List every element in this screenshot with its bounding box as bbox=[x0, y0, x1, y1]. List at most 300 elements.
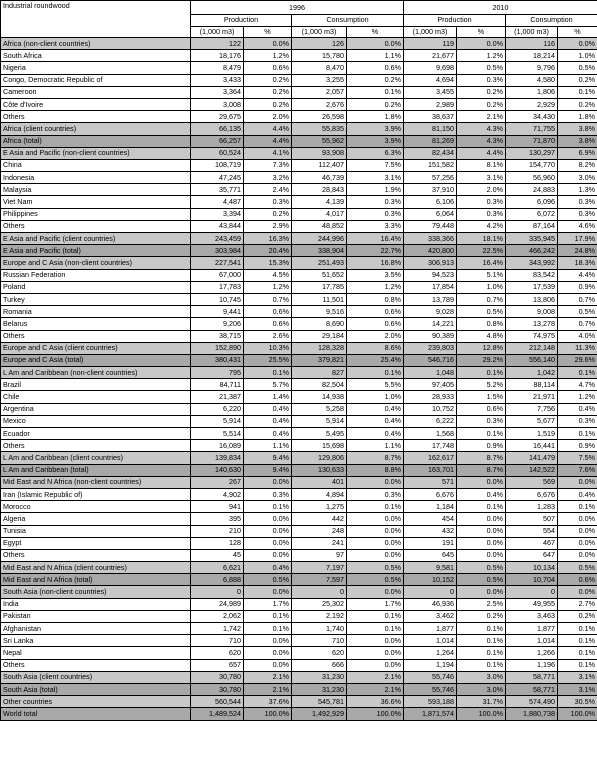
volume-cell: 35,771 bbox=[191, 184, 244, 196]
volume-cell: 128 bbox=[191, 537, 244, 549]
volume-cell: 24,989 bbox=[191, 598, 244, 610]
share-cell: 0.1% bbox=[244, 367, 292, 379]
volume-cell: 66,135 bbox=[191, 123, 244, 135]
share-cell: 1.3% bbox=[558, 184, 597, 196]
share-cell: 0.1% bbox=[347, 367, 404, 379]
share-cell: 0.1% bbox=[347, 501, 404, 513]
unit-header: % bbox=[457, 26, 506, 38]
share-cell: 1.2% bbox=[457, 50, 506, 62]
share-cell: 1.7% bbox=[244, 598, 292, 610]
share-cell: 3.0% bbox=[457, 671, 506, 683]
volume-cell: 3,433 bbox=[191, 74, 244, 86]
share-cell: 0.3% bbox=[457, 74, 506, 86]
share-cell: 0.6% bbox=[347, 62, 404, 74]
table-row bbox=[1, 172, 597, 184]
volume-cell: 338,904 bbox=[292, 245, 347, 257]
share-cell: 1.0% bbox=[347, 391, 404, 403]
share-cell: 18.1% bbox=[457, 233, 506, 245]
share-cell: 6.3% bbox=[347, 147, 404, 159]
volume-cell: 6,072 bbox=[506, 208, 558, 220]
volume-cell: 2,989 bbox=[404, 98, 457, 110]
unit-header: (1,000 m3) bbox=[292, 26, 347, 38]
row-label: Other countries bbox=[1, 696, 191, 708]
volume-cell: 1,492,929 bbox=[292, 708, 347, 720]
share-cell: 5.2% bbox=[457, 379, 506, 391]
share-cell: 0.0% bbox=[347, 659, 404, 671]
volume-cell: 657 bbox=[191, 659, 244, 671]
volume-cell: 335,945 bbox=[506, 233, 558, 245]
volume-cell: 3,462 bbox=[404, 610, 457, 622]
volume-cell: 21,971 bbox=[506, 391, 558, 403]
volume-cell: 46,739 bbox=[292, 172, 347, 184]
share-cell: 0.1% bbox=[457, 635, 506, 647]
unit-header: % bbox=[244, 26, 292, 38]
share-cell: 4.2% bbox=[457, 220, 506, 232]
share-cell: 0.9% bbox=[457, 440, 506, 452]
share-cell: 0.4% bbox=[347, 428, 404, 440]
row-label: Africa (client countries) bbox=[1, 123, 191, 135]
share-cell: 8.1% bbox=[457, 159, 506, 171]
share-cell: 0.6% bbox=[347, 318, 404, 330]
volume-cell: 81,269 bbox=[404, 135, 457, 147]
volume-cell: 57,256 bbox=[404, 172, 457, 184]
share-cell: 0.0% bbox=[558, 38, 597, 50]
volume-cell: 5,677 bbox=[506, 415, 558, 427]
table-row bbox=[1, 293, 597, 305]
share-cell: 3.1% bbox=[558, 671, 597, 683]
volume-cell: 241 bbox=[292, 537, 347, 549]
unit-header: % bbox=[558, 26, 597, 38]
volume-cell: 8,690 bbox=[292, 318, 347, 330]
table-row bbox=[1, 391, 597, 403]
volume-cell: 1,740 bbox=[292, 623, 347, 635]
volume-cell: 55,746 bbox=[404, 671, 457, 683]
volume-cell: 16,441 bbox=[506, 440, 558, 452]
volume-cell: 9,206 bbox=[191, 318, 244, 330]
volume-cell: 574,490 bbox=[506, 696, 558, 708]
share-cell: 3.0% bbox=[558, 172, 597, 184]
volume-cell: 13,806 bbox=[506, 293, 558, 305]
volume-cell: 8,470 bbox=[292, 62, 347, 74]
share-cell: 0.0% bbox=[347, 476, 404, 488]
volume-cell: 83,542 bbox=[506, 269, 558, 281]
row-label: Argentina bbox=[1, 403, 191, 415]
volume-cell: 1,048 bbox=[404, 367, 457, 379]
share-cell: 4.7% bbox=[558, 379, 597, 391]
share-cell: 0.5% bbox=[457, 562, 506, 574]
volume-cell: 48,852 bbox=[292, 220, 347, 232]
share-cell: 100.0% bbox=[347, 708, 404, 720]
share-cell: 1.2% bbox=[347, 281, 404, 293]
share-cell: 1.1% bbox=[347, 440, 404, 452]
share-cell: 3.0% bbox=[457, 683, 506, 695]
share-cell: 0.0% bbox=[244, 537, 292, 549]
share-cell: 0.2% bbox=[457, 610, 506, 622]
volume-cell: 442 bbox=[292, 513, 347, 525]
volume-cell: 306,913 bbox=[404, 257, 457, 269]
share-cell: 2.1% bbox=[244, 671, 292, 683]
share-cell: 1.1% bbox=[244, 440, 292, 452]
share-cell: 0.4% bbox=[347, 403, 404, 415]
volume-cell: 67,000 bbox=[191, 269, 244, 281]
table-row bbox=[1, 367, 597, 379]
volume-cell: 6,621 bbox=[191, 562, 244, 574]
row-label: Others bbox=[1, 440, 191, 452]
share-cell: 30.5% bbox=[558, 696, 597, 708]
volume-cell: 251,493 bbox=[292, 257, 347, 269]
share-cell: 0.0% bbox=[244, 476, 292, 488]
volume-cell: 11,501 bbox=[292, 293, 347, 305]
volume-cell: 139,834 bbox=[191, 452, 244, 464]
share-cell: 3.8% bbox=[558, 123, 597, 135]
volume-cell: 58,771 bbox=[506, 683, 558, 695]
table-row bbox=[1, 525, 597, 537]
share-cell: 0.0% bbox=[347, 537, 404, 549]
volume-cell: 710 bbox=[191, 635, 244, 647]
volume-cell: 6,222 bbox=[404, 415, 457, 427]
share-cell: 0.0% bbox=[244, 659, 292, 671]
share-cell: 0.0% bbox=[558, 525, 597, 537]
share-cell: 31.7% bbox=[457, 696, 506, 708]
share-cell: 0.0% bbox=[347, 586, 404, 598]
share-cell: 0.9% bbox=[558, 440, 597, 452]
row-label: Chile bbox=[1, 391, 191, 403]
share-cell: 4.4% bbox=[457, 147, 506, 159]
share-cell: 1.0% bbox=[457, 281, 506, 293]
table-row bbox=[1, 342, 597, 354]
share-cell: 0.7% bbox=[558, 318, 597, 330]
volume-cell: 18,214 bbox=[506, 50, 558, 62]
volume-cell: 0 bbox=[404, 586, 457, 598]
table-row bbox=[1, 562, 597, 574]
volume-cell: 55,835 bbox=[292, 123, 347, 135]
share-cell: 0.1% bbox=[558, 623, 597, 635]
volume-cell: 4,894 bbox=[292, 488, 347, 500]
volume-cell: 7,197 bbox=[292, 562, 347, 574]
share-cell: 0.3% bbox=[457, 208, 506, 220]
table-row bbox=[1, 38, 597, 50]
volume-cell: 380,431 bbox=[191, 354, 244, 366]
row-label: Mid East and N Africa (total) bbox=[1, 574, 191, 586]
share-cell: 0.2% bbox=[347, 98, 404, 110]
table-row bbox=[1, 708, 597, 720]
share-cell: 0.6% bbox=[457, 403, 506, 415]
volume-cell: 244,996 bbox=[292, 233, 347, 245]
volume-cell: 466,242 bbox=[506, 245, 558, 257]
volume-cell: 560,544 bbox=[191, 696, 244, 708]
volume-cell: 9,008 bbox=[506, 306, 558, 318]
volume-cell: 116 bbox=[506, 38, 558, 50]
share-cell: 16.3% bbox=[244, 233, 292, 245]
share-cell: 4.4% bbox=[244, 123, 292, 135]
volume-cell: 6,220 bbox=[191, 403, 244, 415]
volume-cell: 1,806 bbox=[506, 86, 558, 98]
share-cell: 2.1% bbox=[244, 683, 292, 695]
volume-cell: 2,192 bbox=[292, 610, 347, 622]
volume-cell: 51,652 bbox=[292, 269, 347, 281]
volume-cell: 46,936 bbox=[404, 598, 457, 610]
volume-cell: 21,677 bbox=[404, 50, 457, 62]
volume-cell: 17,783 bbox=[191, 281, 244, 293]
share-cell: 0.7% bbox=[457, 293, 506, 305]
volume-cell: 66,257 bbox=[191, 135, 244, 147]
row-label: South Asia (client countries) bbox=[1, 671, 191, 683]
table-row bbox=[1, 488, 597, 500]
share-cell: 0.0% bbox=[347, 38, 404, 50]
volume-cell: 303,984 bbox=[191, 245, 244, 257]
unit-header: (1,000 m3) bbox=[404, 26, 457, 38]
share-cell: 0.1% bbox=[457, 659, 506, 671]
share-cell: 15.3% bbox=[244, 257, 292, 269]
share-cell: 0.0% bbox=[457, 549, 506, 561]
row-label: Romania bbox=[1, 306, 191, 318]
share-cell: 22.7% bbox=[347, 245, 404, 257]
volume-cell: 647 bbox=[506, 549, 558, 561]
volume-cell: 79,448 bbox=[404, 220, 457, 232]
volume-cell: 3,463 bbox=[506, 610, 558, 622]
row-label: Pakistan bbox=[1, 610, 191, 622]
volume-cell: 9,441 bbox=[191, 306, 244, 318]
share-cell: 0.1% bbox=[457, 623, 506, 635]
volume-cell: 556,140 bbox=[506, 354, 558, 366]
volume-cell: 31,230 bbox=[292, 683, 347, 695]
volume-cell: 1,266 bbox=[506, 647, 558, 659]
volume-cell: 17,854 bbox=[404, 281, 457, 293]
share-cell: 8.7% bbox=[457, 464, 506, 476]
share-cell: 0.4% bbox=[457, 488, 506, 500]
volume-cell: 620 bbox=[191, 647, 244, 659]
row-label: Morocco bbox=[1, 501, 191, 513]
volume-cell: 191 bbox=[404, 537, 457, 549]
volume-cell: 666 bbox=[292, 659, 347, 671]
share-cell: 3.3% bbox=[347, 220, 404, 232]
share-cell: 1.0% bbox=[558, 50, 597, 62]
share-cell: 0.5% bbox=[558, 62, 597, 74]
volume-cell: 8,479 bbox=[191, 62, 244, 74]
volume-cell: 1,877 bbox=[404, 623, 457, 635]
share-cell: 0.3% bbox=[457, 196, 506, 208]
volume-cell: 395 bbox=[191, 513, 244, 525]
volume-cell: 126 bbox=[292, 38, 347, 50]
unit-header: (1,000 m3) bbox=[506, 26, 558, 38]
row-label: Nigeria bbox=[1, 62, 191, 74]
volume-cell: 6,888 bbox=[191, 574, 244, 586]
row-label: E Asia and Pacific (total) bbox=[1, 245, 191, 257]
row-label: World total bbox=[1, 708, 191, 720]
row-label: Others bbox=[1, 549, 191, 561]
table-body bbox=[1, 38, 597, 721]
share-cell: 8.7% bbox=[347, 452, 404, 464]
row-label: Algeria bbox=[1, 513, 191, 525]
share-cell: 0.1% bbox=[558, 635, 597, 647]
share-cell: 0.2% bbox=[558, 98, 597, 110]
share-cell: 8.8% bbox=[347, 464, 404, 476]
volume-cell: 49,955 bbox=[506, 598, 558, 610]
share-cell: 0.0% bbox=[244, 586, 292, 598]
row-label: Sri Lanka bbox=[1, 635, 191, 647]
volume-cell: 28,843 bbox=[292, 184, 347, 196]
share-cell: 1.8% bbox=[347, 111, 404, 123]
volume-cell: 9,796 bbox=[506, 62, 558, 74]
volume-cell: 545,781 bbox=[292, 696, 347, 708]
share-cell: 25.5% bbox=[244, 354, 292, 366]
share-cell: 0.0% bbox=[558, 537, 597, 549]
share-cell: 0.5% bbox=[558, 562, 597, 574]
share-cell: 0.1% bbox=[244, 501, 292, 513]
volume-cell: 5,914 bbox=[292, 415, 347, 427]
share-cell: 0.2% bbox=[457, 86, 506, 98]
share-cell: 24.8% bbox=[558, 245, 597, 257]
row-label: Mid East and N Africa (client countries) bbox=[1, 562, 191, 574]
table-row bbox=[1, 220, 597, 232]
row-label: South Africa bbox=[1, 50, 191, 62]
volume-cell: 13,789 bbox=[404, 293, 457, 305]
share-cell: 0.5% bbox=[457, 306, 506, 318]
share-cell: 0.1% bbox=[558, 501, 597, 513]
table-row bbox=[1, 549, 597, 561]
table-row bbox=[1, 354, 597, 366]
volume-cell: 827 bbox=[292, 367, 347, 379]
volume-cell: 593,188 bbox=[404, 696, 457, 708]
share-cell: 0.5% bbox=[347, 562, 404, 574]
table-row bbox=[1, 196, 597, 208]
row-label: Brazil bbox=[1, 379, 191, 391]
table-row bbox=[1, 233, 597, 245]
volume-cell: 2,676 bbox=[292, 98, 347, 110]
share-cell: 7.5% bbox=[558, 452, 597, 464]
row-label: E Asia and Pacific (non-client countries) bbox=[1, 147, 191, 159]
volume-cell: 4,139 bbox=[292, 196, 347, 208]
volume-cell: 3,455 bbox=[404, 86, 457, 98]
row-label: L Am and Caribbean (non-client countries) bbox=[1, 367, 191, 379]
volume-cell: 4,017 bbox=[292, 208, 347, 220]
volume-cell: 17,785 bbox=[292, 281, 347, 293]
share-cell: 16.8% bbox=[347, 257, 404, 269]
table-row bbox=[1, 464, 597, 476]
share-cell: 100.0% bbox=[244, 708, 292, 720]
row-label: Poland bbox=[1, 281, 191, 293]
table-row bbox=[1, 245, 597, 257]
row-label: Others bbox=[1, 111, 191, 123]
share-cell: 0.0% bbox=[244, 38, 292, 50]
volume-cell: 16,089 bbox=[191, 440, 244, 452]
share-cell: 0.7% bbox=[558, 293, 597, 305]
row-label: L Am and Caribbean (total) bbox=[1, 464, 191, 476]
share-cell: 0.4% bbox=[558, 403, 597, 415]
title-spacer bbox=[1, 26, 191, 38]
share-cell: 0.1% bbox=[558, 659, 597, 671]
share-cell: 0.9% bbox=[558, 281, 597, 293]
row-label: Philippines bbox=[1, 208, 191, 220]
volume-cell: 13,278 bbox=[506, 318, 558, 330]
volume-cell: 4,487 bbox=[191, 196, 244, 208]
share-cell: 0.0% bbox=[558, 476, 597, 488]
volume-cell: 14,221 bbox=[404, 318, 457, 330]
volume-cell: 10,752 bbox=[404, 403, 457, 415]
table-row bbox=[1, 403, 597, 415]
table-row bbox=[1, 74, 597, 86]
share-cell: 0.4% bbox=[244, 415, 292, 427]
share-cell: 0.0% bbox=[347, 549, 404, 561]
share-cell: 2.0% bbox=[347, 330, 404, 342]
volume-cell: 0 bbox=[506, 586, 558, 598]
row-label: Côte d'Ivoire bbox=[1, 98, 191, 110]
share-cell: 3.9% bbox=[347, 123, 404, 135]
row-label: Malaysia bbox=[1, 184, 191, 196]
volume-cell: 26,598 bbox=[292, 111, 347, 123]
volume-cell: 88,114 bbox=[506, 379, 558, 391]
share-cell: 0.0% bbox=[244, 525, 292, 537]
table-row bbox=[1, 501, 597, 513]
volume-cell: 154,770 bbox=[506, 159, 558, 171]
volume-cell: 795 bbox=[191, 367, 244, 379]
table-row bbox=[1, 610, 597, 622]
share-cell: 0.6% bbox=[558, 574, 597, 586]
share-cell: 0.2% bbox=[457, 98, 506, 110]
volume-cell: 71,755 bbox=[506, 123, 558, 135]
share-cell: 1.1% bbox=[347, 50, 404, 62]
row-label: Nepal bbox=[1, 647, 191, 659]
share-cell: 5.1% bbox=[457, 269, 506, 281]
volume-cell: 28,933 bbox=[404, 391, 457, 403]
volume-cell: 1,042 bbox=[506, 367, 558, 379]
share-cell: 1.9% bbox=[347, 184, 404, 196]
share-cell: 1.4% bbox=[244, 391, 292, 403]
volume-cell: 467 bbox=[506, 537, 558, 549]
table-row bbox=[1, 671, 597, 683]
share-cell: 3.1% bbox=[347, 172, 404, 184]
table-row bbox=[1, 208, 597, 220]
volume-cell: 7,597 bbox=[292, 574, 347, 586]
row-label: Africa (non-client countries) bbox=[1, 38, 191, 50]
volume-cell: 130,297 bbox=[506, 147, 558, 159]
volume-cell: 432 bbox=[404, 525, 457, 537]
share-cell: 25.4% bbox=[347, 354, 404, 366]
volume-cell: 7,756 bbox=[506, 403, 558, 415]
share-cell: 0.2% bbox=[244, 208, 292, 220]
table-row bbox=[1, 647, 597, 659]
volume-cell: 10,152 bbox=[404, 574, 457, 586]
volume-cell: 1,871,574 bbox=[404, 708, 457, 720]
table-row bbox=[1, 135, 597, 147]
share-cell: 0.2% bbox=[558, 610, 597, 622]
share-cell: 18.3% bbox=[558, 257, 597, 269]
row-label: Others bbox=[1, 659, 191, 671]
row-label: Others bbox=[1, 330, 191, 342]
volume-cell: 1,264 bbox=[404, 647, 457, 659]
volume-cell: 87,164 bbox=[506, 220, 558, 232]
share-cell: 29.2% bbox=[457, 354, 506, 366]
volume-cell: 108,719 bbox=[191, 159, 244, 171]
volume-cell: 569 bbox=[506, 476, 558, 488]
volume-cell: 43,844 bbox=[191, 220, 244, 232]
share-cell: 0.0% bbox=[558, 549, 597, 561]
share-cell: 3.2% bbox=[244, 172, 292, 184]
share-cell: 1.5% bbox=[457, 391, 506, 403]
share-cell: 2.1% bbox=[347, 671, 404, 683]
volume-cell: 10,134 bbox=[506, 562, 558, 574]
volume-cell: 210 bbox=[191, 525, 244, 537]
volume-cell: 93,908 bbox=[292, 147, 347, 159]
volume-cell: 420,800 bbox=[404, 245, 457, 257]
volume-cell: 142,522 bbox=[506, 464, 558, 476]
volume-cell: 21,387 bbox=[191, 391, 244, 403]
share-cell: 4.4% bbox=[558, 269, 597, 281]
share-cell: 2.0% bbox=[244, 111, 292, 123]
table-row bbox=[1, 269, 597, 281]
row-label: Ecuador bbox=[1, 428, 191, 440]
share-cell: 0.0% bbox=[558, 586, 597, 598]
